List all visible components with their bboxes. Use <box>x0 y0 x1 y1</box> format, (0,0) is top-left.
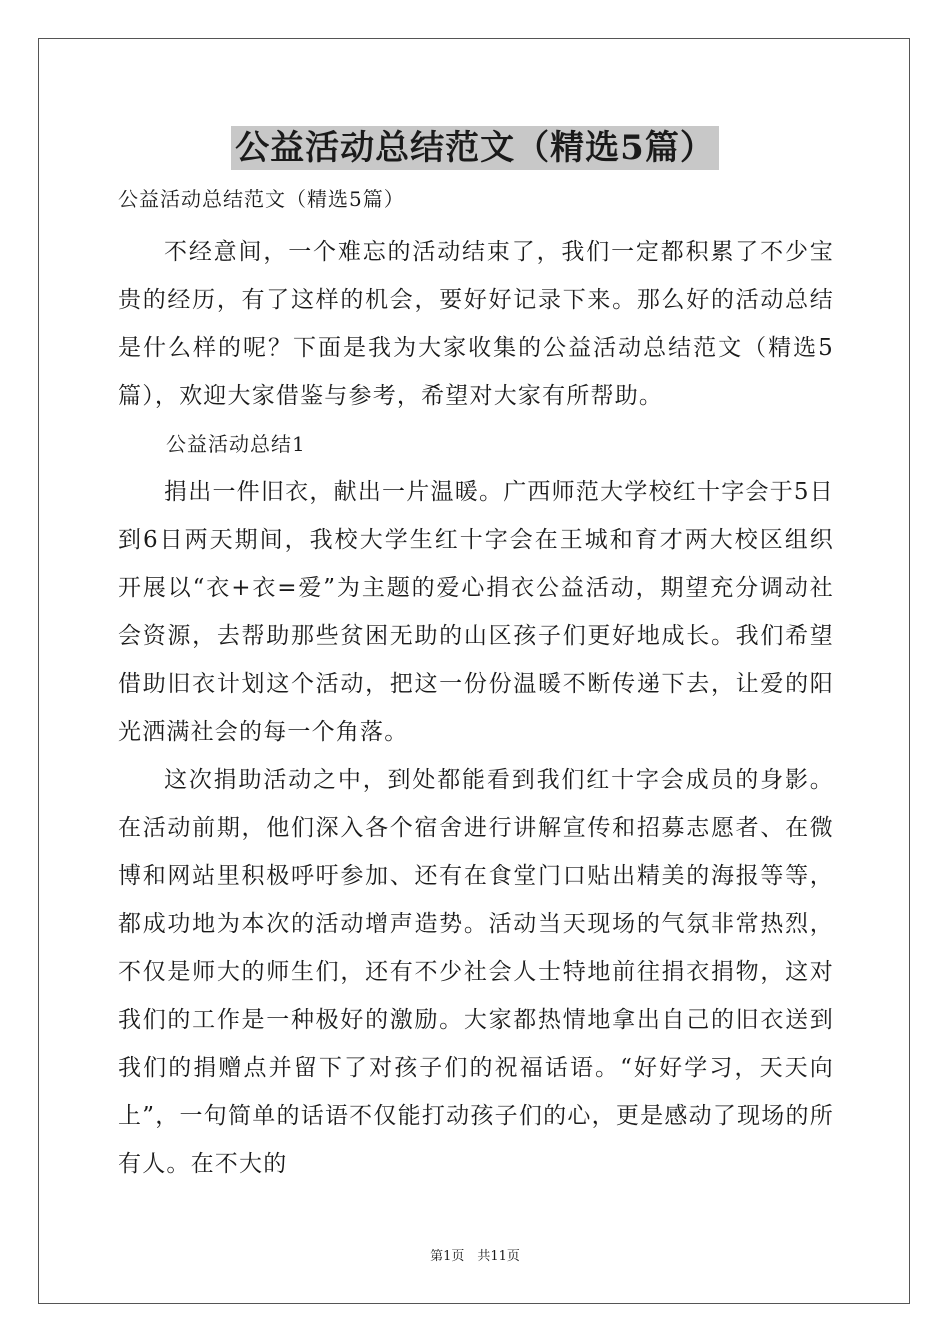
document-title: 公益活动总结范文（精选5篇） <box>231 126 719 170</box>
body-paragraph: 这次捐助活动之中，到处都能看到我们红十字会成员的身影。在活动前期，他们深入各个宿舍进行讲解宣传和招募志愿者、在微博和网站里积极呼吁参加、还有在食堂门口贴出精美的海报等等，都成功地为本次的活动增声造势。活动当天现场的气氛非常热烈，不仅是师大的师生们，还有不少社会人士特地前往捐衣捐物，这对我们的工作是一种极好的激励。大家都热情地拿出自己的旧衣送到我们的捐赠点并留下了对孩子们的祝福话语。“好好学习，天天向上”，一句简单的话语不仅能打动孩子们的心，更是感动了现场的所有人。在不大的 <box>118 767 834 1177</box>
page-footer: 第1页 共11页 <box>430 1249 520 1264</box>
section-heading: 公益活动总结1 <box>166 432 306 456</box>
intro-paragraph: 不经意间，一个难忘的活动结束了，我们一定都积累了不少宝贵的经历，有了这样的机会，要好好记录下来。那么好的活动总结是什么样的呢？下面是我为大家收集的公益活动总结范文（精选5篇），欢迎大家借鉴与参考，希望对大家有所帮助。 <box>118 239 834 409</box>
document-subtitle: 公益活动总结范文（精选5篇） <box>118 187 405 211</box>
document-body <box>118 228 834 1188</box>
body-paragraph: 捐出一件旧衣，献出一片温暖。广西师范大学校红十字会于5日到6日两天期间，我校大学生红十字会在王城和育才两大校区组织开展以“衣+衣=爱”为主题的爱心捐衣公益活动，期望充分调动社会资源，去帮助那些贫困无助的山区孩子们更好地成长。我们希望借助旧衣计划这个活动，把这一份份温暖不断传递下去，让爱的阳光洒满社会的每一个角落。 <box>118 479 834 745</box>
title-wrap <box>0 126 950 170</box>
